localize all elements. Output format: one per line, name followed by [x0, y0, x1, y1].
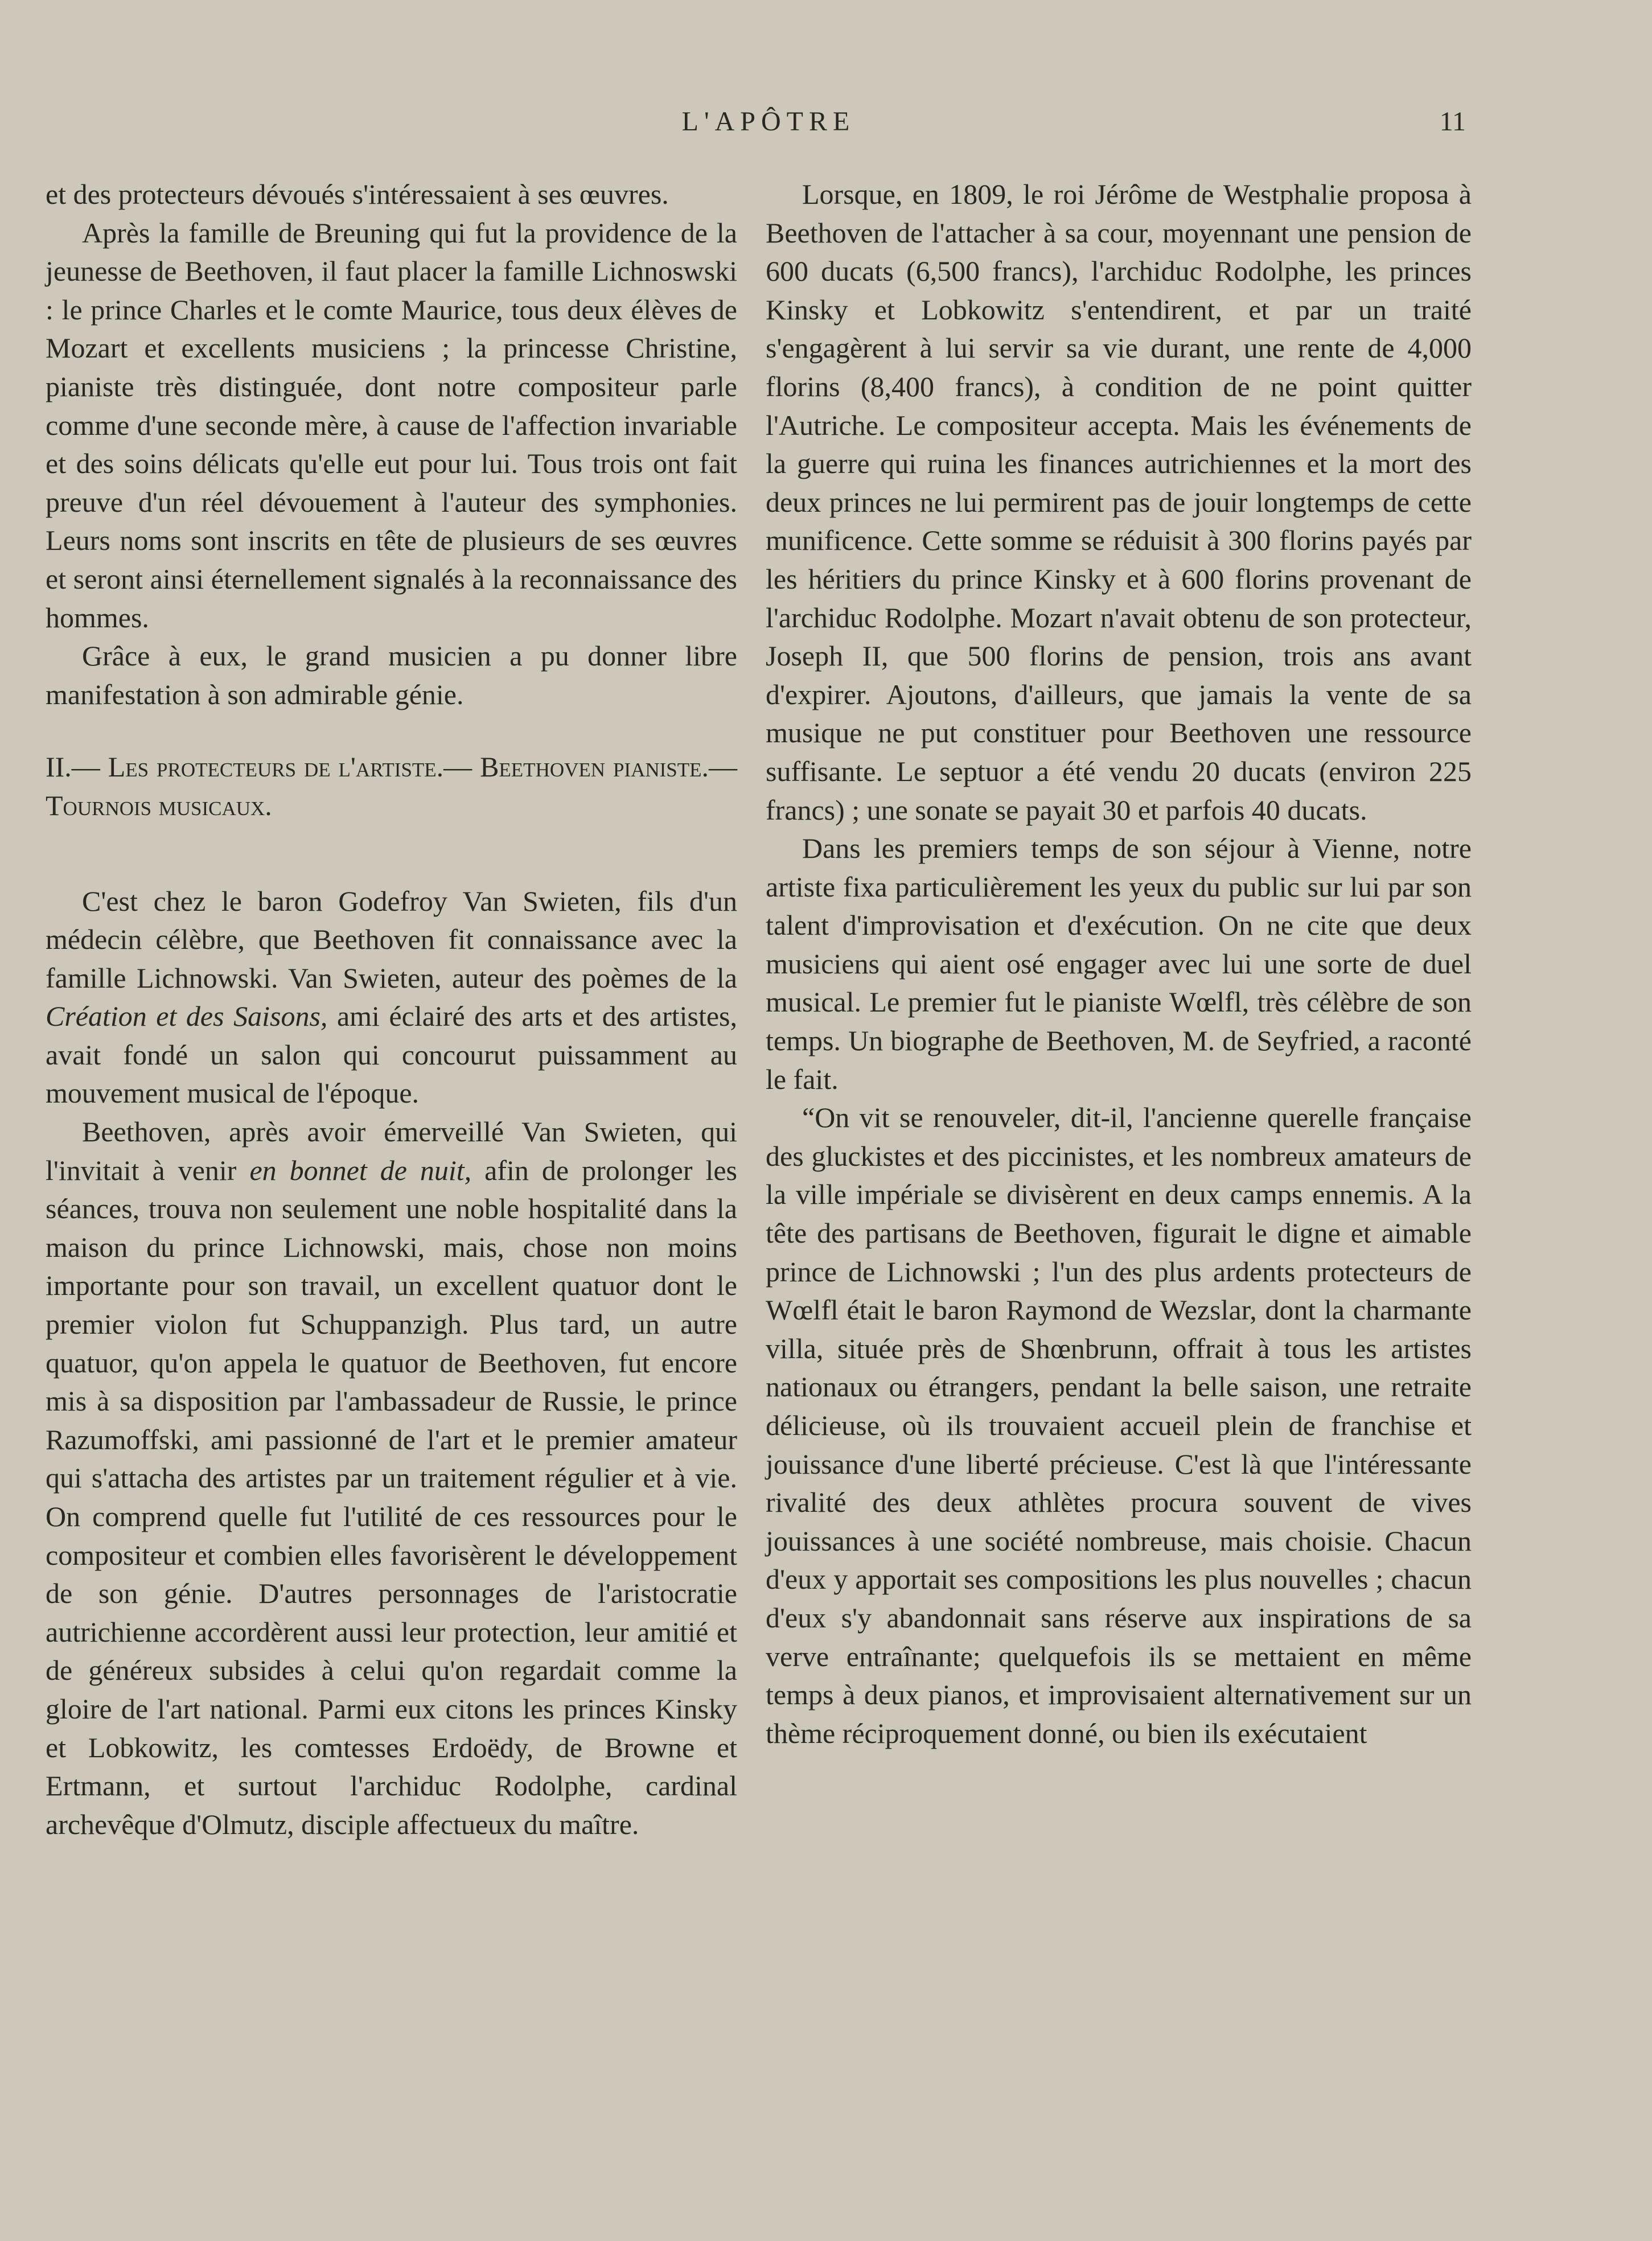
text-run: ami éclairé des arts et des artistes, avait fondé un salon qui concourut puissamment au mouvement musical de l'époque. — [46, 1000, 738, 1109]
section-heading-tournois: Tournois musicaux. — [46, 789, 272, 821]
running-title: L'APÔTRE — [681, 106, 856, 137]
paragraph-van-swieten — [46, 882, 737, 1113]
text-run: C'est chez le baron Godefroy Van Swieten, fils d'un médecin célèbre, que Beethoven fit connaissance avec la famille Lichnowski. Van Swieten, auteur des poèmes de la — [46, 885, 737, 994]
paragraph-grace-a-eux: Grâce à eux, le grand musicien a pu donner libre manifestation à son admirable génie. — [46, 640, 737, 710]
text-run: Beethoven, après avoir émerveillé Van Swieten, qui l'invitait à venir — [46, 1116, 737, 1186]
text-run: afin de prolonger les séances, trouva non seulement une noble hospitalité dans la maison du prince Lichnowski, mais, chose non moins importante pour son travail, un excellent quatuor dont le premier violon fut Schuppanzigh. Plus tard, un autre quatuor, qu'on appela le quatuor de Beethoven, fut encore mis à sa disposition par l'ambassadeur de Russie, le prince Razumoffski, ami passionné de l'art et le premier amateur qui s'attacha des artistes par un traitement régulier et à vie. On comprend quelle fut l'utilité de ces ressources pour le compositeur et combien elles favorisèrent le développement de son génie. D'autres personnages de l'aristocratie autrichienne accordèrent aussi leur protection, leur amitié et de généreux subsides à celui qu'on regardait comme la gloire de l'art national. Parmi eux citons les princes Kinsky et Lobkowitz, les comtesses Erdoëdy, de Browne et Ertmann, et surtout l'archiduc Rodolphe, cardinal archevêque d'Olmutz, disciple affectueux du maître. — [46, 1154, 737, 1840]
italic-phrase: en bonnet de nuit, — [249, 1154, 472, 1186]
paragraph-beethoven-protectors — [46, 1113, 737, 1844]
paragraph-lichnowski-family: Après la famille de Breuning qui fut la providence de la jeunesse de Beethoven, il faut placer la famille Lichnoswski : le prince Charles et le comte Maurice, tous deux élèves de Mozart et excellents musiciens ; la princesse Christine, pianiste très distinguée, dont notre compositeur parle comme d'une seconde mère, à cause de l'affection invariable et des soins délicats qu'elle eut pour lui. Tous trois ont fait preuve d'un réel dévouement à l'auteur des symphonies. Leurs noms sont inscrits en tête de plusieurs de ses œuvres et seront ainsi éternellement signalés à la reconnaissance des hommes. — [46, 216, 737, 634]
paragraph-vienne: Dans les premiers temps de son séjour à Vienne, notre artiste fixa particulièrement les yeux du public sur lui par son talent d'improvisation et d'exécution. On ne cite que deux musiciens qui aient osé engager avec lui une sorte de duel musical. Le premier fut le pianiste Wœlfl, très célèbre de son temps. Un biographe de Beethoven, M. de Seyfried, a raconté le fait. — [766, 832, 1472, 1095]
right-column — [766, 175, 1472, 1753]
page-number: 11 — [1439, 106, 1466, 137]
paragraph-quotation: “On vit se renouveler, dit-il, l'ancienne querelle française des gluckistes et des piccinistes, et les nombreux amateurs de la ville impériale se divisèrent en deux camps ennemis. A la tête des partisans de Beethoven, figurait le digne et aimable prince de Lichnowski ; l'un des plus ardents protecteurs de Wœlfl était le baron Raymond de Wezslar, dont la charmante villa, située près de Shœnbrunn, offrait à tous les artistes nationaux ou étrangers, pendant la belle saison, une retraite délicieuse, où ils trouvaient accueil plein de franchise et jouissance d'une liberté précieuse. C'est là que l'intéressante rivalité des deux athlètes procura souvent de vives jouissances à une société nombreuse, mais choisie. Chacun d'eux y apportait ses compositions les plus nouvelles ; chacun d'eux s'y abandonnait sans réserve aux inspirations de sa verve entraînante; quelquefois ils se mettaient en même temps à deux pianos, et improvisaient alternativement sur un thème réciproquement donné, ou bien ils exécutaient — [766, 1101, 1472, 1749]
section-heading-beethoven-pianiste: Beethoven pianiste.— — [480, 751, 738, 783]
paragraph-continuation: et des protecteurs dévoués s'intéressaient à ses œuvres. — [46, 178, 669, 210]
section-heading-protecteurs: Les protecteurs de l'artiste.— — [108, 751, 472, 783]
section-heading-number: II.— — [46, 751, 100, 783]
section-heading — [46, 748, 737, 825]
paragraph-pension: Lorsque, en 1809, le roi Jérôme de Westphalie proposa à Beethoven de l'attacher à sa cour, moyennant une pension de 600 ducats (6,500 francs), l'archiduc Rodolphe, les princes Kinsky et Lobkowitz s'entendirent, et par un traité s'engagèrent à lui servir sa vie durant, une rente de 4,000 florins (8,400 francs), à condition de ne point quitter l'Autriche. Le compositeur accepta. Mais les événements de la guerre qui ruina les finances autrichiennes et la mort des deux princes ne lui permirent pas de jouir longtemps de cette munificence. Cette somme se réduisit à 300 florins payés par les héritiers du prince Kinsky et à 600 florins provenant de l'archiduc Rodolphe. Mozart n'avait obtenu de son protecteur, Joseph II, que 500 florins de pension, trois ans avant d'expirer. Ajoutons, d'ailleurs, que jamais la vente de sa musique ne put constituer pour Beethoven une ressource suffisante. Le septuor a été vendu 20 ducats (environ 225 francs) ; une sonate se payait 30 et parfois 40 ducats. — [766, 178, 1472, 826]
italic-title: Création et des Saisons, — [46, 1000, 328, 1033]
left-column — [46, 175, 737, 1844]
